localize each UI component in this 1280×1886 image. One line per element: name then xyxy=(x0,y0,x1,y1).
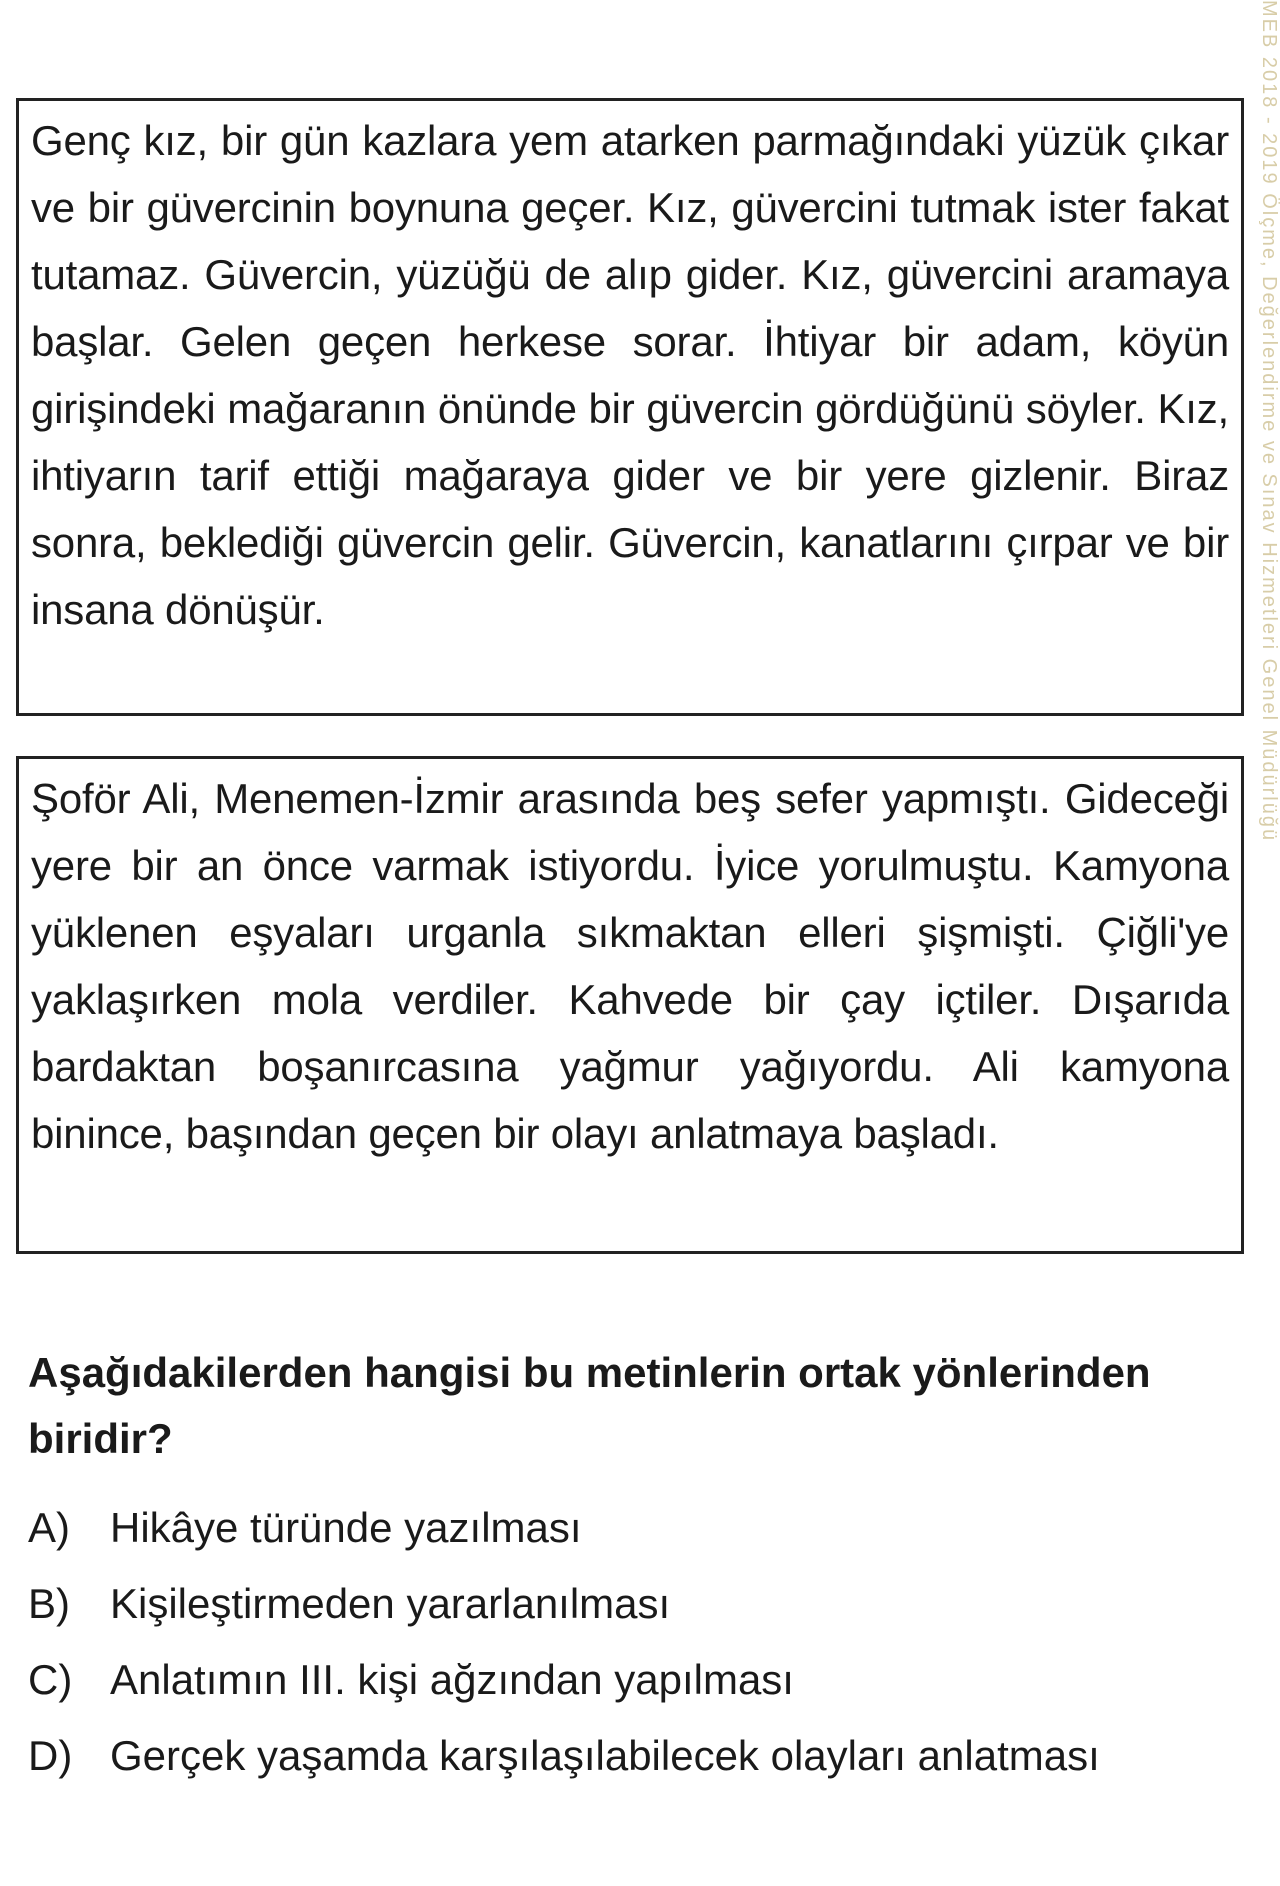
option-text: Anlatımın III. kişi ağzından yapılması xyxy=(110,1656,794,1703)
option-d[interactable] xyxy=(28,1718,1248,1794)
side-watermark xyxy=(1254,0,1280,1060)
passage-box-2 xyxy=(16,756,1244,1254)
option-a[interactable] xyxy=(28,1490,1248,1566)
passage-box-1 xyxy=(16,98,1244,716)
option-letter: C) xyxy=(28,1656,73,1703)
passage-text-1: Genç kız, bir gün kazlara yem atarken parmağındaki yüzük çıkar ve bir güvercinin boynuna geçer. Kız, güvercini tutmak ister fakat tutamaz. Güvercin, yüzüğü de alıp gider. Kız, güvercini aramaya başlar. Gelen geçen herkese sorar. İhtiyar bir adam, köyün girişindeki mağaranın önünde bir güvercin gördüğünü söyler. Kız, ihtiyarın tarif ettiği mağaraya gider ve bir yere gizlenir. Biraz sonra, beklediği güvercin gelir. Güvercin, kanatlarını çırpar ve bir insana dönüşür. xyxy=(31,117,1229,633)
watermark-text: MEB 2018 - 2019 Ölçme, Değerlendirme ve Sınav Hizmetleri Genel Müdürlüğü xyxy=(1258,0,1280,843)
option-letter: B) xyxy=(28,1580,70,1627)
option-text: Hikâye türünde yazılması xyxy=(110,1504,582,1551)
passage-text-2: Şoför Ali, Menemen-İzmir arasında beş sefer yapmıştı. Gideceği yere bir an önce varmak istiyordu. İyice yorulmuştu. Kamyona yüklenen eşyaları urganla sıkmaktan elleri şişmişti. Çiğli'ye yaklaşırken mola verdiler. Kahvede bir çay içtiler. Dışarıda bardaktan boşanırcasına yağmur yağıyordu. Ali kamyona binince, başından geçen bir olayı anlatmaya başladı. xyxy=(31,775,1229,1157)
option-letter: A) xyxy=(28,1504,70,1551)
option-letter: D) xyxy=(28,1732,73,1779)
option-text: Kişileştirmeden yararlanılması xyxy=(110,1580,671,1627)
option-c[interactable] xyxy=(28,1642,1248,1718)
option-text: Gerçek yaşamda karşılaşılabilecek olayları anlatması xyxy=(110,1732,1100,1779)
question-stem: Aşağıdakilerden hangisi bu metinlerin ortak yönlerinden biridir? xyxy=(28,1349,1151,1462)
answer-options xyxy=(28,1490,1248,1794)
option-b[interactable] xyxy=(28,1566,1248,1642)
